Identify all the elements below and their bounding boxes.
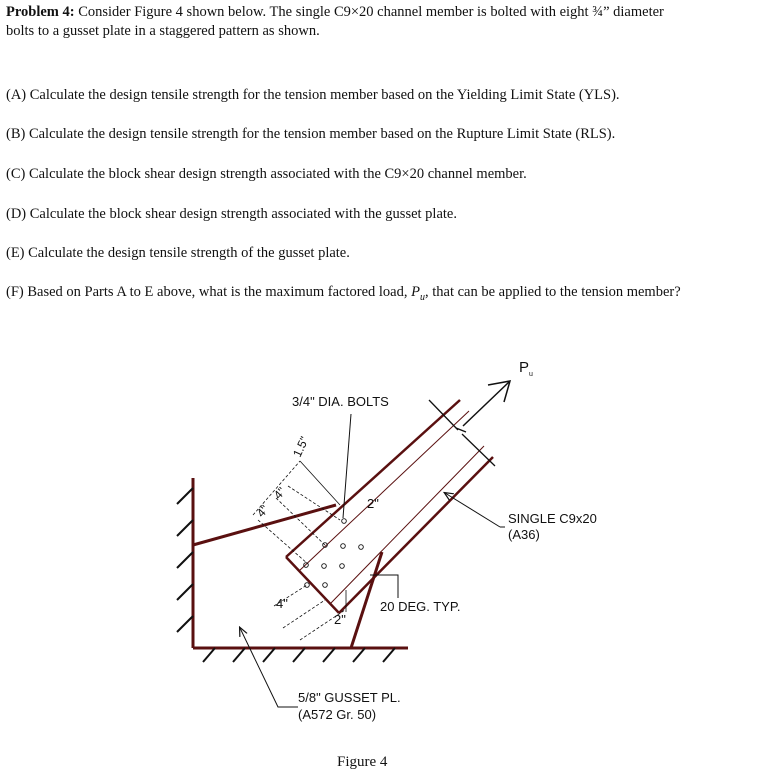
break-marks: [429, 400, 495, 466]
angle-label: 20 DEG. TYP.: [380, 599, 461, 614]
bolts-label: 3/4" DIA. BOLTS: [292, 394, 389, 409]
dim-4-bottom: 4": [276, 596, 288, 611]
load-label: $P_u$: [519, 359, 533, 378]
gusset-leader: [240, 628, 298, 707]
part-c: (C) Calculate the block shear design strength associated with the C9×20 channel member.: [6, 166, 527, 182]
channel-member: [286, 400, 493, 613]
bolt: [341, 544, 346, 549]
problem-label: Problem 4:: [6, 4, 75, 20]
part-f-text: (F) Based on Parts A to E above, what is the maximum factored load,: [6, 284, 412, 300]
dimension-lines: [253, 461, 346, 640]
part-b: (B) Calculate the design tensile strength for the tension member based on the Rupture Limit State (RLS).: [6, 126, 616, 142]
dim-2-top: 2": [367, 496, 379, 511]
dim-4-a: 4": [253, 502, 272, 521]
figure-caption: Figure 4: [337, 754, 388, 770]
member-label-2: (A36): [508, 527, 540, 542]
gusset-label-2: (A572 Gr. 50): [298, 707, 377, 722]
dim-2-bottom: 2": [334, 612, 346, 627]
floor-support: [193, 648, 408, 662]
part-f-text-end: , that can be applied to the tension member?: [424, 284, 681, 300]
bolt: [322, 564, 327, 569]
part-a: (A) Calculate the design tensile strength for the tension member based on the Yielding Limit State (YLS).: [6, 87, 620, 103]
problem-statement-line-2: bolts to a gusset plate in a staggered pattern as shown.: [6, 23, 320, 39]
problem-statement-text: Consider Figure 4 shown below. The single C9×20 channel member is bolted with eight ¾” diameter: [78, 4, 664, 20]
load-arrow: [463, 381, 510, 426]
bolt: [323, 583, 328, 588]
dim-1-5: 1.5": [290, 434, 312, 460]
bolt: [359, 545, 364, 550]
bolt: [340, 564, 345, 569]
gusset-label-1: 5/8" GUSSET PL.: [298, 690, 401, 705]
part-e: (E) Calculate the design tensile strength of the gusset plate.: [6, 245, 350, 261]
part-f-subscript: u: [419, 291, 425, 303]
bolt: [305, 583, 310, 588]
part-f-symbol: P: [411, 284, 420, 300]
dim-4-b: 4": [270, 484, 289, 503]
bolt-pattern: [304, 519, 364, 588]
member-leader: [445, 493, 500, 527]
part-d: (D) Calculate the block shear design strength associated with the gusset plate.: [6, 206, 457, 222]
wall-support: [177, 478, 193, 648]
member-label-1: SINGLE C9x20: [508, 511, 597, 526]
gusset-plate: [193, 502, 382, 648]
bolt: [342, 519, 347, 524]
